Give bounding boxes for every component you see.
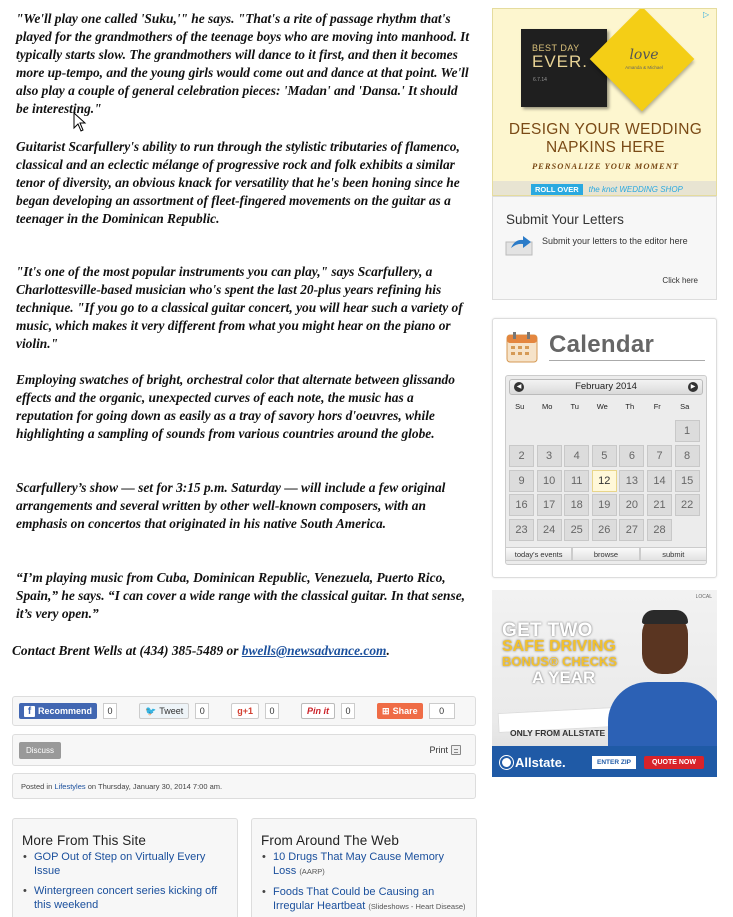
around-web-title: From Around The Web <box>261 833 399 848</box>
zip-input[interactable]: ENTER ZIP <box>592 756 636 769</box>
contact-line <box>12 642 468 660</box>
weekday-label: Mo <box>542 402 553 411</box>
recommend-label: Recommend <box>38 706 93 716</box>
brand-label: Allstate. <box>515 755 566 770</box>
calendar-day[interactable]: 21 <box>647 494 672 516</box>
google-plus-icon: g <box>237 706 243 716</box>
tweet-count: 0 <box>195 703 209 719</box>
napkin-text: BEST DAY <box>532 43 580 53</box>
allstate-logo <box>500 755 566 770</box>
calendar-day[interactable]: 18 <box>564 494 589 516</box>
ad-tagline: ONLY FROM ALLSTATE <box>510 728 606 738</box>
around-web-box <box>251 818 477 917</box>
calendar-day[interactable]: 7 <box>647 445 672 467</box>
list-item[interactable] <box>262 850 467 879</box>
calendar-day[interactable]: 13 <box>619 470 644 492</box>
tweet-label: Tweet <box>159 706 184 716</box>
discuss-bar <box>12 734 476 766</box>
posted-prefix: Posted in <box>21 782 55 791</box>
napkin-text: 6.7.14 <box>533 77 547 83</box>
calendar-day[interactable]: 1 <box>675 420 700 442</box>
share-button[interactable] <box>377 703 423 719</box>
calendar-day[interactable]: 9 <box>509 470 534 492</box>
calendar-tabs <box>505 547 707 561</box>
article-paragraph: Guitarist Scarfullery's ability to run through the stylistic tributaries of flamenco, classical and an eclectic mélange of progressive rock and folk exhibits a similar tenor of diversity, an obvious knack for versatility that he's been honing since he began developing an assortment of fleet-fingered movements on the guitar as a teenager in the Dominican Republic. <box>16 139 460 226</box>
next-month-icon[interactable]: ▶ <box>688 382 698 392</box>
prev-month-icon[interactable]: ◀ <box>514 382 524 392</box>
calendar-icon <box>505 330 539 364</box>
social-share-bar <box>12 696 476 726</box>
list-item[interactable]: • GOP Out of Step on Virtually Every Issue <box>23 850 228 878</box>
share-arrow-icon <box>505 234 533 256</box>
gplus-count: 0 <box>265 703 279 719</box>
calendar-day[interactable]: 23 <box>509 519 534 541</box>
weekday-label: Tu <box>570 402 579 411</box>
allstate-ad[interactable] <box>492 590 717 777</box>
print-label: Print <box>429 745 448 755</box>
posted-info <box>12 773 476 799</box>
posted-date: on Thursday, January 30, 2014 7:00 am. <box>85 782 223 791</box>
calendar-weekday-row <box>506 402 706 411</box>
calendar-day[interactable]: 5 <box>592 445 617 467</box>
tab-todays-events[interactable]: today's events <box>505 547 572 561</box>
calendar-day[interactable]: 2 <box>509 445 534 467</box>
allstate-hands-icon <box>500 756 513 769</box>
plus-icon: ⊞ <box>382 705 390 716</box>
print-link[interactable] <box>429 745 461 755</box>
calendar-day[interactable]: 12 <box>592 470 617 492</box>
gplus-label: +1 <box>242 706 254 716</box>
ad-footer <box>493 181 717 196</box>
twitter-bird-icon: 🐦 <box>145 705 157 716</box>
letters-title: Submit Your Letters <box>506 212 624 227</box>
calendar-day[interactable]: 20 <box>619 494 644 516</box>
wedding-napkins-ad[interactable] <box>492 8 717 196</box>
calendar-divider <box>549 360 705 361</box>
article-paragraph: “I’m playing music from Cuba, Dominican Republic, Venezuela, Puerto Rico, Spain,” he says. “I can cover a wide range with the classical guitar. In that sense, it’s very open.” <box>16 570 466 621</box>
mouse-cursor-icon <box>73 112 87 132</box>
share-count: 0 <box>429 703 455 719</box>
submit-letters-box <box>492 196 717 300</box>
discuss-button[interactable]: Discuss <box>19 742 61 759</box>
calendar-day[interactable]: 27 <box>619 519 644 541</box>
calendar-month-label: February 2014 <box>575 381 637 392</box>
click-here-link[interactable]: Click here <box>662 276 698 285</box>
calendar-day[interactable]: 28 <box>647 519 672 541</box>
napkin-text: Amanda & Michael <box>625 65 663 70</box>
ad-headline: SAFE DRIVING <box>502 638 616 655</box>
ad-headline: A YEAR <box>532 668 596 687</box>
list-item-source: (AARP) <box>299 867 325 876</box>
ad-headline: BONUS® CHECKS <box>502 654 618 669</box>
calendar-day[interactable]: 6 <box>619 445 644 467</box>
man-hair-image <box>642 610 688 624</box>
calendar-day[interactable]: 3 <box>537 445 562 467</box>
calendar-day[interactable]: 19 <box>592 494 617 516</box>
ad-headline-line: DESIGN YOUR WEDDING <box>508 121 703 138</box>
article-paragraph: "It's one of the most popular instruments you can play," says Scarfullery, a Charlottesville-based musician who's spent the last 20-plus years refining his technique. "If you go to a classical guitar concert, you will hear such a variety of music, which makes it very different from what you might hear on the piano or violin." <box>16 264 463 351</box>
napkin-text: love <box>629 47 659 63</box>
napkin-text: EVER. <box>532 52 589 71</box>
tweet-button[interactable] <box>139 703 189 719</box>
contact-email-link[interactable]: bwells@newsadvance.com <box>241 643 387 658</box>
ad-headline: GET TWO <box>502 620 593 641</box>
article-paragraph: "We'll play one called 'Suku,'" he says. "That's a rite of passage rhythm that's played for the grandmothers of the teenage boys who are moving into manhood. It typically starts slow. The grandmothers will dance to it first, and then it becomes more up-tempo, and the young girls would come out and dance at that point. We'll also play a couple of general celebration pieces: 'Madan' and 'Dansa.' It should be interesting." <box>16 11 470 116</box>
list-item-title: 10 Drugs That May Cause Memory Loss <box>273 851 444 877</box>
black-napkin-image <box>521 29 607 107</box>
more-from-site-box <box>12 818 238 917</box>
calendar-day[interactable]: 16 <box>509 494 534 516</box>
list-item[interactable]: • Wintergreen concert series kicking off this weekend <box>23 884 228 912</box>
calendar-title: Calendar <box>549 331 655 358</box>
google-plus-button[interactable] <box>231 703 259 719</box>
knot-shop-logo: the knot WEDDING SHOP <box>588 184 683 194</box>
tab-submit[interactable]: submit <box>640 547 707 561</box>
adchoices-icon[interactable]: ▷ <box>703 10 710 19</box>
weekday-label: Th <box>625 402 635 411</box>
ad-headline-line: NAPKINS HERE <box>545 139 666 156</box>
letters-description[interactable]: Submit your letters to the editor here <box>542 236 688 246</box>
weekday-label: Su <box>515 402 525 411</box>
calendar-day[interactable]: 4 <box>564 445 589 467</box>
list-item-source: (Slideshows - Heart Disease) <box>368 902 466 911</box>
ad-tag: LOCAL <box>695 594 712 600</box>
article-paragraph: Employing swatches of bright, orchestral color that alternate between glissando effects and the organic, unexpected curves of each note, the music has a reputation for going down as easily as a tray of savory hors d'oeuvres, while highlighting a sampling of sounds from various countries around the globe. <box>16 372 455 441</box>
pin-it-button[interactable]: Pin it <box>301 703 335 719</box>
calendar-day[interactable]: 24 <box>537 519 562 541</box>
tab-browse[interactable]: browse <box>572 547 639 561</box>
weekday-label: We <box>596 402 608 411</box>
ad-subline: PERSONALIZE YOUR MOMENT <box>531 161 680 171</box>
facebook-recommend-button[interactable] <box>19 703 97 719</box>
calendar-day[interactable]: 10 <box>537 470 562 492</box>
calendar-month-header <box>509 379 703 395</box>
recommend-count: 0 <box>103 703 117 719</box>
facebook-icon: f <box>24 706 35 717</box>
calendar-day[interactable]: 26 <box>592 519 617 541</box>
pinit-count: 0 <box>341 703 355 719</box>
rollover-badge: ROLL OVER <box>531 184 583 195</box>
weekday-label: Fr <box>653 402 661 411</box>
calendar-grid <box>505 375 707 565</box>
ad-headline <box>493 121 717 157</box>
weekday-label: Sa <box>680 402 690 411</box>
section-link[interactable]: Lifestyles <box>54 782 86 791</box>
list-item[interactable] <box>262 885 467 914</box>
contact-prefix: Contact Brent Wells at (434) 385-5489 or <box>12 643 242 658</box>
calendar-day[interactable]: 11 <box>564 470 589 492</box>
calendar-day[interactable]: 17 <box>537 494 562 516</box>
calendar-day[interactable]: 25 <box>564 519 589 541</box>
calendar-day[interactable]: 15 <box>675 470 700 492</box>
calendar-widget <box>492 318 717 578</box>
calendar-day[interactable]: 14 <box>647 470 672 492</box>
print-icon <box>451 745 461 755</box>
quote-now-button[interactable]: QUOTE NOW <box>644 756 704 769</box>
calendar-day[interactable]: 8 <box>675 445 700 467</box>
share-label: Share <box>392 706 418 716</box>
list-item-title: Foods That Could be Causing an Irregular Heartbeat <box>273 886 435 912</box>
calendar-day[interactable]: 22 <box>675 494 700 516</box>
article-paragraph: Scarfullery’s show — set for 3:15 p.m. Saturday — will include a few original arrangements and several written by other well-known composers, with an emphasis on concertos that originated in his native South America. <box>16 480 446 531</box>
more-from-site-title: More From This Site <box>22 833 146 848</box>
contact-suffix: . <box>386 643 390 658</box>
